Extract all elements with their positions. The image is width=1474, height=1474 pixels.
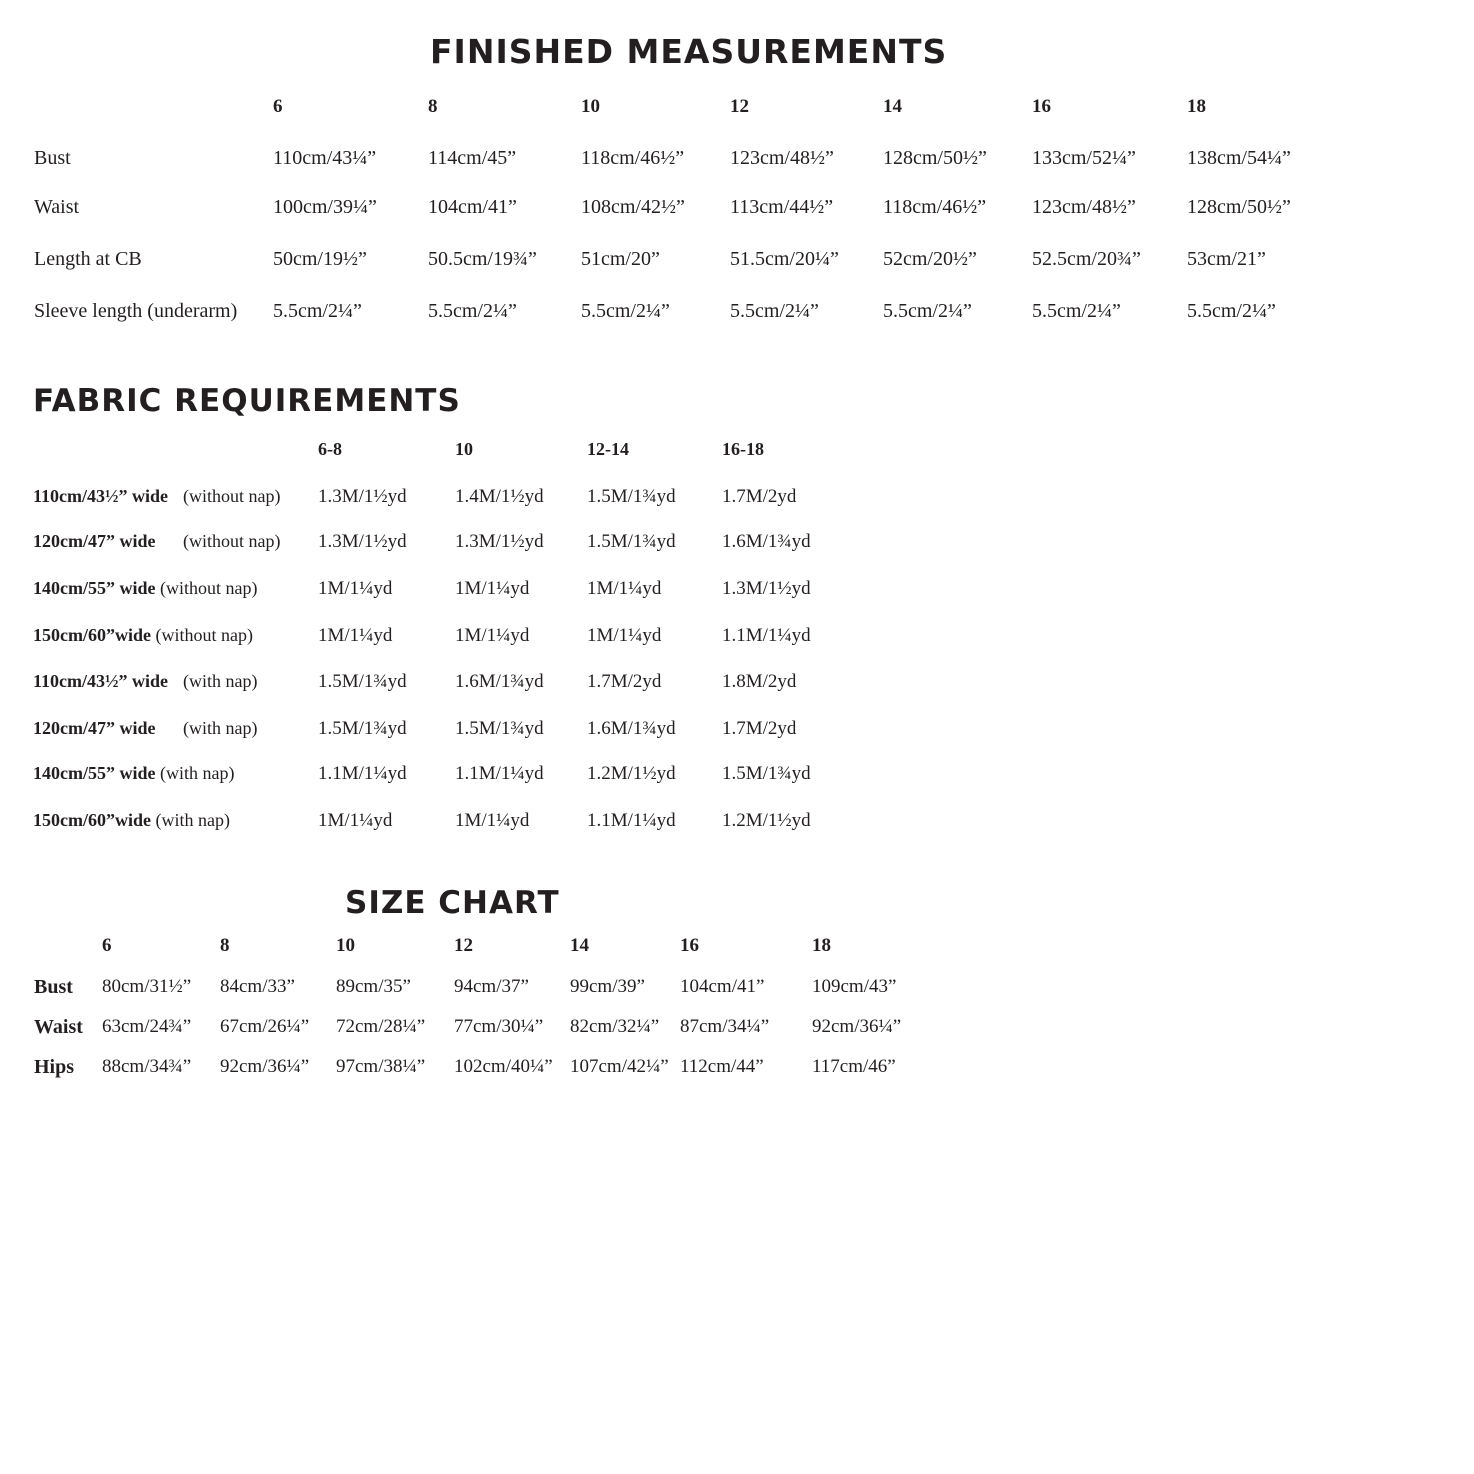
sc-cell: 82cm/32¼” <box>570 1016 660 1037</box>
fr-cell: 1.2M/1½yd <box>722 810 811 831</box>
fm-cell: 118cm/46½” <box>581 147 685 169</box>
fm-cell: 133cm/52¼” <box>1032 147 1136 169</box>
fm-cell: 5.5cm/2¼” <box>428 300 517 322</box>
fr-cell: 1.3M/1½yd <box>455 531 544 552</box>
sc-cell: 107cm/42¼” <box>570 1056 669 1077</box>
fm-cell: 128cm/50½” <box>883 147 987 169</box>
sc-cell: 112cm/44” <box>680 1056 764 1077</box>
fr-cell: 1.6M/1¾yd <box>455 671 544 692</box>
fr-cell: 1.1M/1¼yd <box>587 810 676 831</box>
fr-cell: 1.7M/2yd <box>722 486 797 507</box>
fr-row-label <box>33 671 258 691</box>
sc-cell: 97cm/38¼” <box>336 1056 426 1077</box>
fm-cell: 5.5cm/2¼” <box>273 300 362 322</box>
fr-cell: 1.5M/1¾yd <box>587 486 676 507</box>
fm-row-label: Waist <box>34 196 80 218</box>
fr-row-label <box>33 486 281 506</box>
sc-cell: 109cm/43” <box>812 976 897 997</box>
sc-size-header: 10 <box>336 935 355 956</box>
fr-cell: 1.7M/2yd <box>587 671 662 692</box>
fm-cell: 5.5cm/2¼” <box>730 300 819 322</box>
fr-width: 110cm/43½” wide <box>33 671 168 691</box>
fm-cell: 128cm/50½” <box>1187 196 1291 218</box>
fabric-requirements-title: FABRIC REQUIREMENTS <box>33 383 461 419</box>
fr-nap: (without nap) <box>159 578 258 598</box>
fr-cell: 1M/1¼yd <box>587 578 662 599</box>
fm-cell: 110cm/43¼” <box>273 147 377 169</box>
fr-cell: 1.3M/1½yd <box>318 531 407 552</box>
fm-cell: 108cm/42½” <box>581 196 685 218</box>
fm-cell: 104cm/41” <box>428 196 517 218</box>
sc-cell: 117cm/46” <box>812 1056 896 1077</box>
fr-width: 140cm/55” wide <box>33 763 156 783</box>
fm-cell: 51cm/20” <box>581 248 660 270</box>
fm-cell: 138cm/54¼” <box>1187 147 1291 169</box>
fr-row-label <box>33 626 253 644</box>
fr-size-header: 10 <box>455 439 473 459</box>
fr-nap: (with nap) <box>183 671 258 691</box>
fm-size-header: 16 <box>1032 96 1051 117</box>
fr-nap: (without nap) <box>183 486 281 506</box>
fr-cell: 1.8M/2yd <box>722 671 797 692</box>
fm-cell: 50cm/19½” <box>273 248 367 270</box>
fr-cell: 1.5M/1¾yd <box>455 718 544 739</box>
fr-cell: 1.5M/1¾yd <box>587 531 676 552</box>
fr-cell: 1.5M/1¾yd <box>722 763 811 784</box>
fr-nap: (without nap) <box>183 531 281 551</box>
fr-cell: 1.2M/1½yd <box>587 763 676 784</box>
fr-cell: 1.1M/1¼yd <box>455 763 544 784</box>
sc-cell: 84cm/33” <box>220 976 295 997</box>
fr-cell: 1.1M/1¼yd <box>318 763 407 784</box>
fr-row-label <box>33 579 257 597</box>
fr-cell: 1.3M/1½yd <box>318 486 407 507</box>
size-chart-title: SIZE CHART <box>345 885 560 921</box>
sc-cell: 63cm/24¾” <box>102 1016 192 1037</box>
sc-size-header: 16 <box>680 935 699 956</box>
fr-cell: 1.6M/1¾yd <box>722 531 811 552</box>
fm-cell: 51.5cm/20¼” <box>730 248 839 270</box>
sc-cell: 102cm/40¼” <box>454 1056 553 1077</box>
fm-cell: 50.5cm/19¾” <box>428 248 537 270</box>
fr-width: 120cm/47” wide <box>33 531 156 551</box>
sc-cell: 92cm/36¼” <box>812 1016 902 1037</box>
fr-size-header: 16-18 <box>722 439 764 459</box>
fr-cell: 1M/1¼yd <box>455 578 530 599</box>
fr-cell: 1.7M/2yd <box>722 718 797 739</box>
fr-cell: 1M/1¼yd <box>455 810 530 831</box>
fr-row-label <box>33 764 234 782</box>
fm-cell: 52.5cm/20¾” <box>1032 248 1141 270</box>
sc-cell: 89cm/35” <box>336 976 411 997</box>
sc-size-header: 8 <box>220 935 230 956</box>
fm-cell: 5.5cm/2¼” <box>1032 300 1121 322</box>
fm-cell: 53cm/21” <box>1187 248 1266 270</box>
fr-nap: (with nap) <box>155 810 230 830</box>
fr-cell: 1.4M/1½yd <box>455 486 544 507</box>
fr-width: 150cm/60”wide <box>33 625 151 645</box>
fr-width: 150cm/60”wide <box>33 810 151 830</box>
fm-size-header: 8 <box>428 96 438 117</box>
fm-cell: 5.5cm/2¼” <box>1187 300 1276 322</box>
fr-cell: 1M/1¼yd <box>318 578 393 599</box>
fm-row-label: Sleeve length (underarm) <box>34 300 238 322</box>
fm-cell: 5.5cm/2¼” <box>581 300 670 322</box>
fm-size-header: 6 <box>273 96 283 117</box>
fm-cell: 52cm/20½” <box>883 248 977 270</box>
sc-cell: 80cm/31½” <box>102 976 192 997</box>
fm-size-header: 14 <box>883 96 902 117</box>
fm-cell: 100cm/39¼” <box>273 196 377 218</box>
fm-size-header: 10 <box>581 96 600 117</box>
fr-nap: (with nap) <box>183 718 258 738</box>
sc-size-header: 12 <box>454 935 473 956</box>
fm-row-label: Bust <box>34 147 71 169</box>
fr-nap: (without nap) <box>155 625 253 645</box>
fr-row-label <box>33 718 258 738</box>
fr-cell: 1.1M/1¼yd <box>722 625 811 646</box>
sc-cell: 77cm/30¼” <box>454 1016 544 1037</box>
sc-cell: 104cm/41” <box>680 976 765 997</box>
fr-cell: 1.5M/1¾yd <box>318 718 407 739</box>
sc-cell: 92cm/36¼” <box>220 1056 310 1077</box>
fm-size-header: 12 <box>730 96 749 117</box>
sc-cell: 94cm/37” <box>454 976 529 997</box>
fr-width: 110cm/43½” wide <box>33 486 168 506</box>
fr-cell: 1.6M/1¾yd <box>587 718 676 739</box>
fr-cell: 1M/1¼yd <box>455 625 530 646</box>
fm-row-label: Length at CB <box>34 248 142 270</box>
fr-width: 140cm/55” wide <box>33 578 156 598</box>
fm-cell: 123cm/48½” <box>1032 196 1136 218</box>
fr-row-label <box>33 811 230 829</box>
fr-size-header: 6-8 <box>318 439 342 459</box>
fr-cell: 1M/1¼yd <box>318 810 393 831</box>
fr-size-header: 12-14 <box>587 439 629 459</box>
fm-cell: 5.5cm/2¼” <box>883 300 972 322</box>
sc-row-label: Bust <box>34 976 73 998</box>
sc-cell: 72cm/28¼” <box>336 1016 426 1037</box>
fr-cell: 1.3M/1½yd <box>722 578 811 599</box>
sc-cell: 88cm/34¾” <box>102 1056 192 1077</box>
fr-nap: (with nap) <box>159 763 235 783</box>
sc-size-header: 18 <box>812 935 831 956</box>
fm-cell: 118cm/46½” <box>883 196 987 218</box>
sc-row-label: Waist <box>34 1016 83 1038</box>
sc-cell: 67cm/26¼” <box>220 1016 310 1037</box>
fm-size-header: 18 <box>1187 96 1206 117</box>
fr-row-label <box>33 531 281 551</box>
fr-cell: 1.5M/1¾yd <box>318 671 407 692</box>
sc-cell: 99cm/39” <box>570 976 645 997</box>
sc-cell: 87cm/34¼” <box>680 1016 770 1037</box>
fm-cell: 114cm/45” <box>428 147 517 169</box>
fm-cell: 123cm/48½” <box>730 147 834 169</box>
fr-width: 120cm/47” wide <box>33 718 156 738</box>
finished-measurements-title: FINISHED MEASUREMENTS <box>430 32 948 71</box>
sc-size-header: 6 <box>102 935 112 956</box>
fr-cell: 1M/1¼yd <box>318 625 393 646</box>
fr-cell: 1M/1¼yd <box>587 625 662 646</box>
fm-cell: 113cm/44½” <box>730 196 834 218</box>
sc-size-header: 14 <box>570 935 589 956</box>
sc-row-label: Hips <box>34 1056 75 1078</box>
